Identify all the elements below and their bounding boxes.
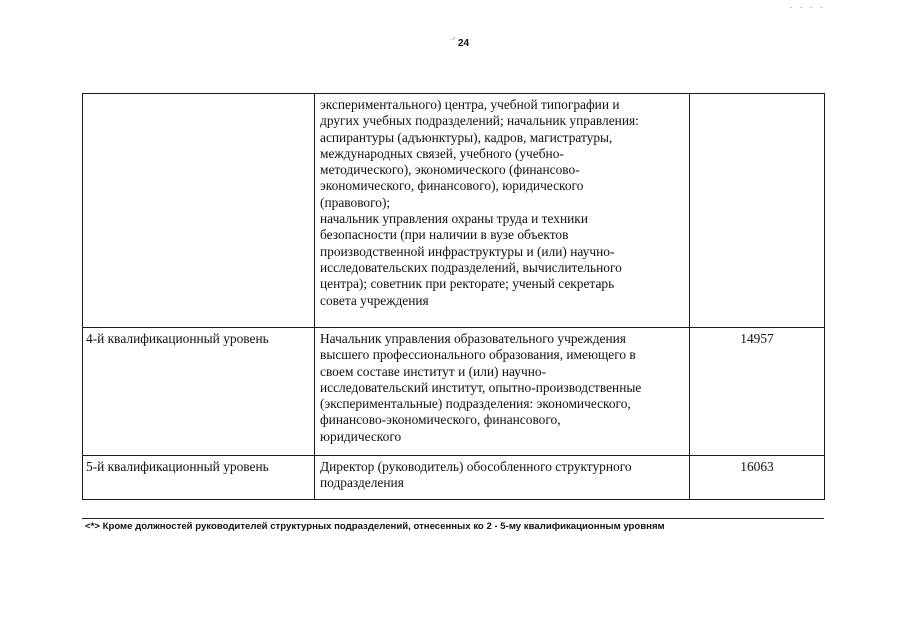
duties-line: центра); советник при ректорате; ученый секретарь [320, 276, 615, 292]
duties-line: (правового); [320, 194, 391, 210]
duties-cell [315, 456, 690, 500]
footnote: <*> Кроме должностей руководителей структурных подразделений, отнесенных ко 2 - 5-му квалификационным уровням [85, 521, 665, 532]
duties-line: безопасности (при наличии в вузе объектов [320, 227, 569, 243]
level-cell: 4-й квалификационный уровень [83, 328, 315, 456]
duties-line: высшего профессионального образования, имеющего в [320, 347, 636, 363]
salary-cell [690, 94, 825, 328]
salary-cell: 16063 [690, 456, 825, 500]
salary-cell: 14957 [690, 328, 825, 456]
duties-line: (экспериментальные) подразделения: экономического, [320, 396, 631, 412]
duties-cell [315, 94, 690, 328]
duties-line: методического), экономического (финансово- [320, 162, 580, 178]
level-cell: 5-й квалификационный уровень [83, 456, 315, 500]
page-mark: ·° [450, 36, 456, 44]
duties-line: исследовательский институт, опытно-производственные [320, 379, 642, 395]
duties-line: производственной инфраструктуры и (или) научно- [320, 243, 615, 259]
duties-cell [315, 328, 690, 456]
level-cell [83, 94, 315, 328]
duties-line: других учебных подразделений; начальник управления: [320, 113, 639, 129]
duties-line: финансово-экономического, финансового, [320, 412, 561, 428]
duties-line: подразделения [320, 475, 404, 491]
duties-line: Начальник управления образовательного учреждения [320, 331, 626, 346]
duties-line: международных связей, учебного (учебно- [320, 145, 564, 161]
duties-line: совета учреждения [320, 292, 429, 308]
duties-line: своем составе институт и (или) научно- [320, 363, 547, 379]
page-number: 24 [458, 38, 470, 49]
qualification-table [82, 93, 825, 500]
duties-line: экономического, финансового), юридического [320, 178, 584, 194]
table-row [83, 456, 825, 500]
table-row [83, 328, 825, 456]
duties-line: экспериментального) центра, учебной типографии и [320, 97, 620, 112]
duties-line: начальник управления охраны труда и техники [320, 211, 588, 227]
scan-corner-mark: - - - - [790, 3, 826, 11]
duties-line: юридического [320, 428, 402, 444]
duties-line: аспирантуры (адъюнктуры), кадров, магистратуры, [320, 129, 613, 145]
table-row [83, 94, 825, 328]
duties-line: исследовательских подразделений, вычислительного [320, 259, 622, 275]
duties-line: Директор (руководитель) обособленного структурного [320, 459, 632, 474]
footnote-divider [82, 518, 824, 519]
